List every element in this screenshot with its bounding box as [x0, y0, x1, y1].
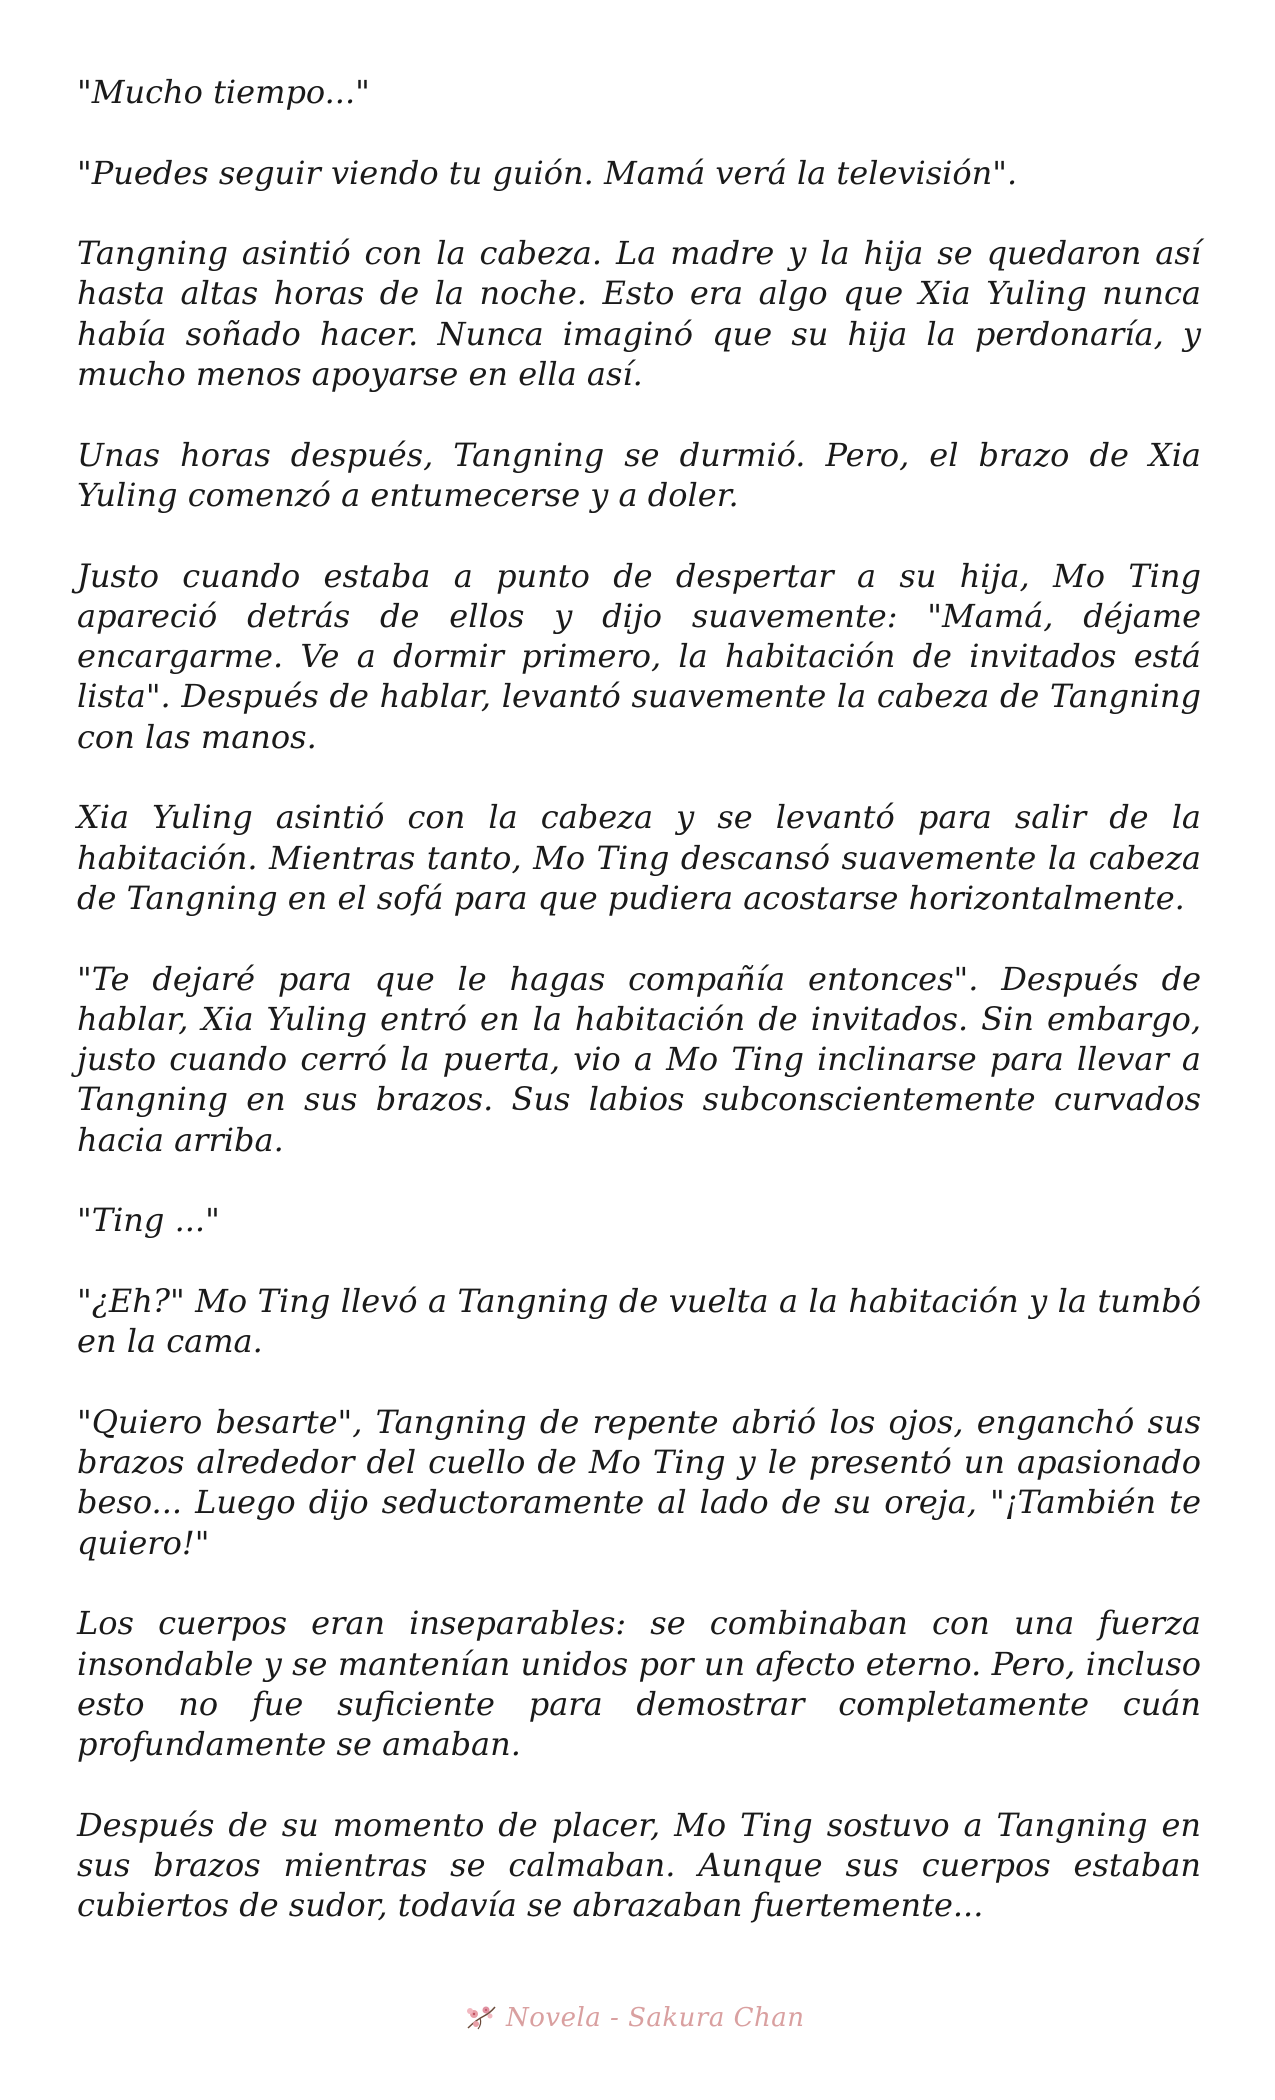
paragraph: "Ting ...": [77, 1201, 220, 1240]
paragraph: "Quiero besarte", Tangning de repente abrió los ojos, enganchó sus brazos alrededor del cuello de Mo Ting y le presentó un apasionado beso... Luego dijo seductoramente al lado de su oreja, "¡También te quiero!": [77, 1402, 1201, 1562]
paragraph: Justo cuando estaba a punto de despertar a su hija, Mo Ting apareció detrás de ellos y dijo suavemente: "Mamá, déjame encargarme. Ve a dormir primero, la habitación de invitados está lista". Después de hablar, levantó suavemente la cabeza de Tangning con las manos.: [77, 556, 1201, 756]
sakura-flower-icon: [462, 2002, 498, 2034]
paragraph: Unas horas después, Tangning se durmió. Pero, el brazo de Xia Yuling comenzó a entumecerse y a doler.: [77, 435, 1201, 514]
watermark: [462, 1998, 805, 2038]
paragraph: Después de su momento de placer, Mo Ting sostuvo a Tangning en sus brazos mientras se calmaban. Aunque sus cuerpos estaban cubiertos de sudor, todavía se abrazaban fuertemente...: [77, 1805, 1201, 1925]
paragraph: "¿Eh?" Mo Ting llevó a Tangning de vuelta a la habitación y la tumbó en la cama.: [77, 1281, 1201, 1361]
paragraph: "Mucho tiempo...": [77, 73, 370, 111]
document-body: [77, 72, 1201, 1966]
paragraph: "Te dejaré para que le hagas compañía entonces". Después de hablar, Xia Yuling entró en la habitación de invitados. Sin embargo, justo cuando cerró la puerta, vio a Mo Ting inclinarse para llevar a Tangning en sus brazos. Sus labios subconscientemente curvados hacia arriba.: [77, 959, 1201, 1159]
watermark-text: Novela - Sakura Chan: [506, 2003, 805, 2033]
paragraph: Los cuerpos eran inseparables: se combinaban con una fuerza insondable y se mantenían unidos por un afecto eterno. Pero, incluso esto no fue suficiente para demostrar completamente cuán profundamente se amaban.: [77, 1604, 1201, 1764]
paragraph: Tangning asintió con la cabeza. La madre y la hija se quedaron así hasta altas horas de la noche. Esto era algo que Xia Yuling nunca había soñado hacer. Nunca imaginó que su hija la perdonaría, y mucho menos apoyarse en ella así.: [77, 234, 1201, 394]
paragraph: "Puedes seguir viendo tu guión. Mamá verá la televisión".: [77, 153, 1018, 192]
paragraph: Xia Yuling asintió con la cabeza y se levantó para salir de la habitación. Mientras tanto, Mo Ting descansó suavemente la cabeza de Tangning en el sofá para que pudiera acostarse horizontalmente.: [77, 798, 1201, 917]
